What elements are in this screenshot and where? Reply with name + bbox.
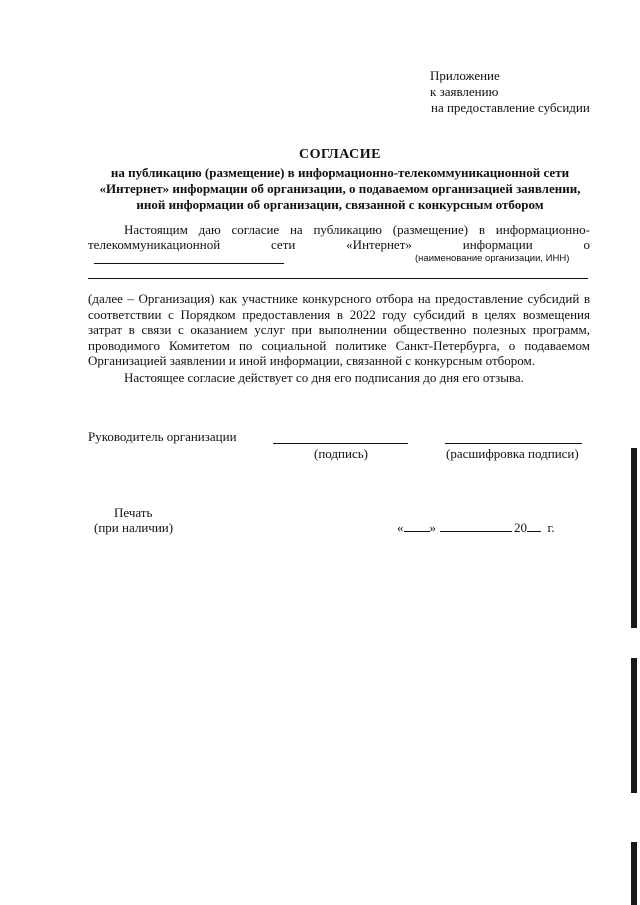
document-title [80, 147, 600, 213]
appendix-line-3: на предоставление субсидии [431, 100, 590, 115]
date-day-field[interactable] [404, 520, 430, 532]
signature-line[interactable] [273, 443, 408, 444]
scan-edge-mark [631, 842, 637, 905]
title-line-2: «Интернет» информации об организации, о подаваемом организацией заявлении, [99, 181, 581, 196]
date-month-field[interactable] [440, 520, 512, 532]
appendix-line-2: к заявлению [430, 84, 499, 99]
title-line-1: на публикацию (размещение) в информационно-телекоммуникационной сети [110, 165, 570, 180]
signature-label: Руководитель организации [88, 429, 237, 444]
continuation-paragraph [88, 291, 590, 369]
date-field [397, 520, 555, 536]
date-open-quote: « [397, 520, 404, 535]
date-year-prefix: 20 [514, 520, 527, 535]
date-year-field[interactable] [527, 520, 541, 532]
scan-edge-mark [631, 448, 637, 628]
stamp-label: Печать [114, 505, 153, 520]
consent-text: Настоящим даю согласие на публикацию (размещение) в информационно-телекоммуникационной сети «Интернет» информации о [88, 222, 590, 252]
title-main: СОГЛАСИЕ [299, 147, 381, 162]
title-line-3: иной информации об организации, связанной с конкурсным отбором [136, 197, 544, 212]
continuation-text: (далее – Организация) как участнике конкурсного отбора на предоставление субсидий в соответствии с Порядком предоставления в 2022 году субсидий в целях возмещения затрат в связи с оказанием услуг при выполнении общественно полезных программ, проводимого Комитетом по социальной политике Санкт-Петербурга, о подаваемом Организацией заявлении и иной информации, связанной с конкурсным отбором. [88, 291, 590, 368]
appendix-line-1: Приложение [430, 68, 500, 83]
organization-name-line[interactable] [88, 278, 588, 279]
signature-name-caption: (расшифровка подписи) [446, 446, 579, 461]
organization-name-field[interactable] [94, 253, 284, 264]
date-year-suffix: г. [547, 520, 555, 535]
stamp-note: (при наличии) [94, 520, 174, 535]
signature-caption: (подпись) [314, 446, 368, 461]
scan-edge-mark [631, 658, 637, 793]
date-close-quote: » [429, 520, 436, 535]
organization-hint: (наименование организации, ИНН) [415, 253, 570, 264]
signature-name-line[interactable] [445, 443, 582, 444]
validity-text: Настоящее согласие действует со дня его подписания до дня его отзыва. [124, 370, 524, 385]
appendix-header [430, 68, 590, 116]
